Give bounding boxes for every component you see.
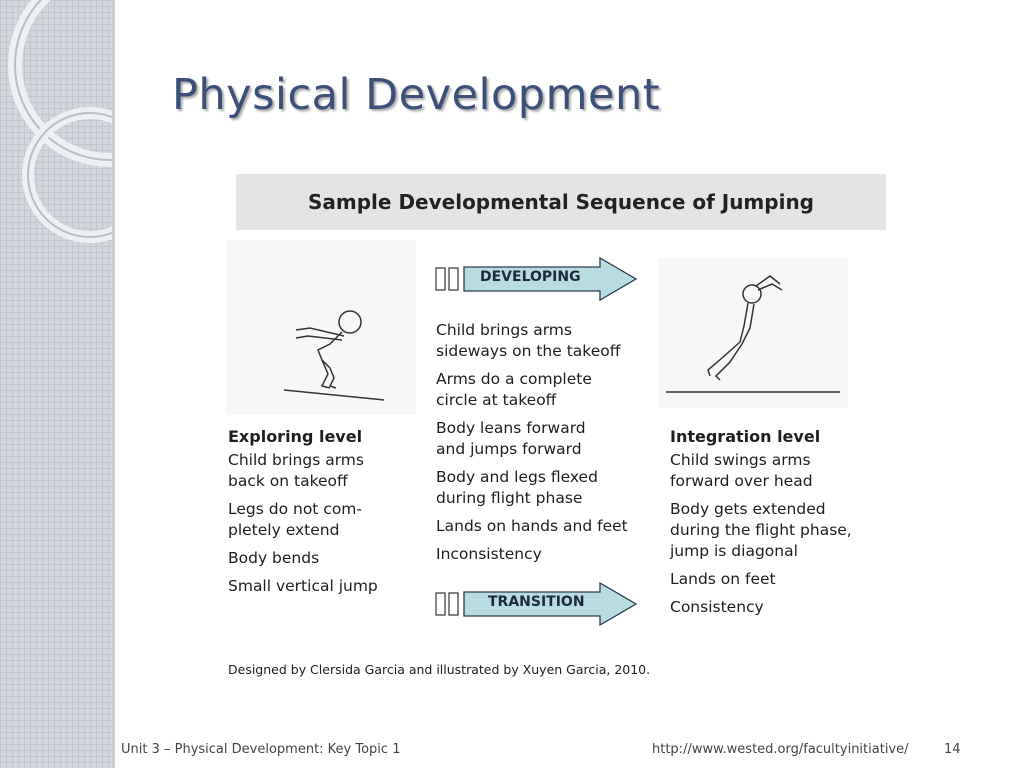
integration-child-illustration <box>658 258 848 408</box>
list-item: Lands on feet <box>670 570 776 588</box>
exploring-column <box>228 426 408 604</box>
page-number: 14 <box>944 742 961 757</box>
footer-url[interactable]: http://www.wested.org/facultyinitiative/ <box>652 742 909 757</box>
decorative-circles <box>0 0 112 768</box>
developing-arrow-label: DEVELOPING <box>480 269 581 285</box>
integration-heading: Integration level <box>670 427 821 446</box>
transition-arrow-label: TRANSITION <box>488 594 585 610</box>
slide-title: Physical Development <box>172 70 661 120</box>
developing-column <box>436 320 656 572</box>
list-item: Body leans forward and jumps forward <box>436 419 586 458</box>
list-item: Body gets extended during the flight phase, jump is diagonal <box>670 500 852 560</box>
list-item: Arms do a complete circle at takeoff <box>436 370 592 409</box>
figure-credit: Designed by Clersida Garcia and illustrated by Xuyen Garcia, 2010. <box>228 662 651 677</box>
list-item: Body and legs flexed during flight phase <box>436 468 598 507</box>
footer-unit-label: Unit 3 – Physical Development: Key Topic 1 <box>121 742 401 757</box>
decorative-side-strip <box>0 0 112 768</box>
list-item: Body bends <box>228 549 320 567</box>
list-item: Child swings arms forward over head <box>670 451 813 490</box>
integration-column <box>670 426 870 625</box>
list-item: Child brings arms sideways on the takeoff <box>436 321 621 360</box>
exploring-heading: Exploring level <box>228 427 363 446</box>
strip-divider <box>112 0 115 768</box>
list-item: Inconsistency <box>436 545 542 563</box>
exploring-child-illustration <box>226 240 416 415</box>
figure-title: Sample Developmental Sequence of Jumping <box>308 190 814 214</box>
list-item: Lands on hands and feet <box>436 517 628 535</box>
list-item: Small vertical jump <box>228 577 378 595</box>
list-item: Child brings arms back on takeoff <box>228 451 364 490</box>
figure-title-banner <box>236 174 886 230</box>
list-item: Consistency <box>670 598 764 616</box>
list-item: Legs do not com-pletely extend <box>228 500 362 539</box>
